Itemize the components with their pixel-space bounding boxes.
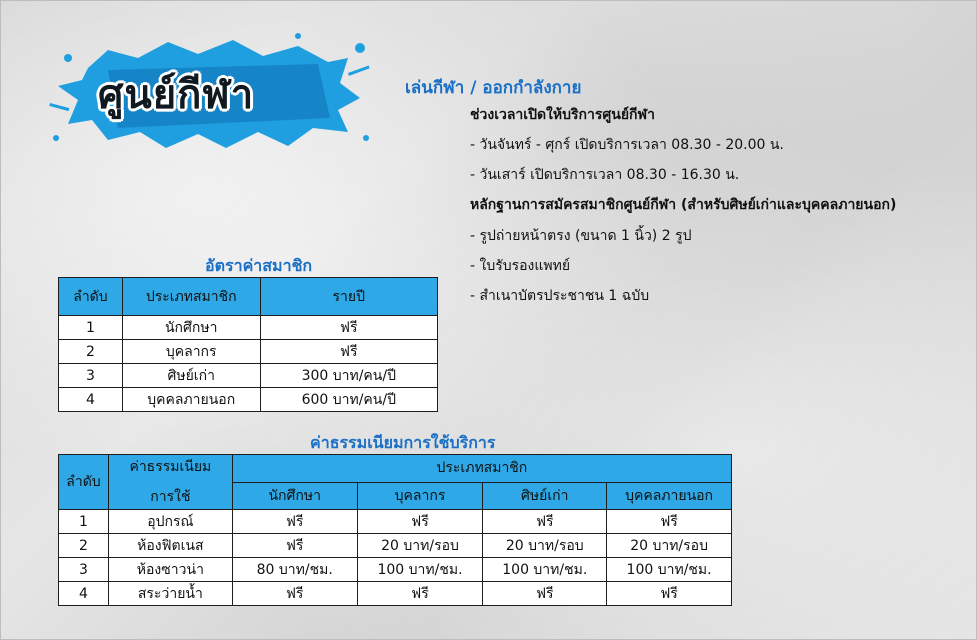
table-cell: ฟรี <box>483 582 607 606</box>
table-cell: 20 บาท/รอบ <box>483 534 607 558</box>
table-cell: 20 บาท/รอบ <box>607 534 732 558</box>
table-row <box>59 558 732 582</box>
table-cell: 2 <box>59 340 123 364</box>
table-cell: ฟรี <box>260 340 437 364</box>
table-row <box>59 340 438 364</box>
table-cell: 300 บาท/คน/ปี <box>260 364 437 388</box>
table-cell: ห้องซาวน่า <box>108 558 232 582</box>
table-row <box>59 510 732 534</box>
docs-item: - ใบรับรองแพทย์ <box>470 258 571 274</box>
hours-item: - วันจันทร์ - ศุกร์ เปิดบริการเวลา 08.30 - 20.00 น. <box>470 137 784 153</box>
table-cell: 80 บาท/ชม. <box>232 558 357 582</box>
table-cell: 4 <box>59 582 109 606</box>
table-row <box>59 364 438 388</box>
table-cell: ฟรี <box>260 316 437 340</box>
table-row <box>59 388 438 412</box>
column-header <box>108 455 232 510</box>
hours-heading: ช่วงเวลาเปิดให้บริการศูนย์กีฬา <box>470 107 655 123</box>
table-cell: บุคคลภายนอก <box>122 388 260 412</box>
table-cell: ฟรี <box>607 582 732 606</box>
group-header: ประเภทสมาชิก <box>232 455 731 483</box>
column-header: นักศึกษา <box>232 482 357 510</box>
table-cell: ฟรี <box>232 510 357 534</box>
logo-title: ศูนย์กีฬา <box>98 72 255 118</box>
table-cell: สระว่ายน้ำ <box>108 582 232 606</box>
fee-header-line: การใช้ <box>150 489 191 505</box>
table-cell: นักศึกษา <box>122 316 260 340</box>
table-cell: 100 บาท/ชม. <box>607 558 732 582</box>
docs-heading: หลักฐานการสมัครสมาชิกศูนย์กีฬา (สำหรับศิษย์เก่าและบุคคลภายนอก) <box>470 197 897 213</box>
table-cell: ฟรี <box>232 582 357 606</box>
table-cell: 1 <box>59 316 123 340</box>
column-header: ลำดับ <box>59 278 123 316</box>
column-header: บุคลากร <box>357 482 483 510</box>
column-header: ประเภทสมาชิก <box>122 278 260 316</box>
membership-table <box>58 277 438 412</box>
fees-caption: ค่าธรรมเนียมการใช้บริการ <box>310 433 496 452</box>
section-title: เล่นกีฬา / ออกกำลังกาย <box>405 78 582 98</box>
table-cell: 20 บาท/รอบ <box>357 534 483 558</box>
table-cell: ฟรี <box>607 510 732 534</box>
table-cell: ฟรี <box>357 582 483 606</box>
table-row <box>59 316 438 340</box>
table-cell: 2 <box>59 534 109 558</box>
table-cell: ฟรี <box>357 510 483 534</box>
table-cell: ฟรี <box>483 510 607 534</box>
table-row <box>59 582 732 606</box>
table-cell: ศิษย์เก่า <box>122 364 260 388</box>
fees-table <box>58 454 732 606</box>
docs-item: - รูปถ่ายหน้าตรง (ขนาด 1 นิ้ว) 2 รูป <box>470 228 692 244</box>
table-row <box>59 534 732 558</box>
fee-header-line: ค่าธรรมเนียม <box>129 459 212 475</box>
table-cell: ห้องฟิตเนส <box>108 534 232 558</box>
column-header: ลำดับ <box>59 455 109 510</box>
table-cell: ฟรี <box>232 534 357 558</box>
table-cell: 4 <box>59 388 123 412</box>
table-cell: บุคลากร <box>122 340 260 364</box>
column-header: รายปี <box>260 278 437 316</box>
table-header-row <box>59 455 732 483</box>
table-cell: 600 บาท/คน/ปี <box>260 388 437 412</box>
table-cell: 1 <box>59 510 109 534</box>
docs-item: - สำเนาบัตรประชาชน 1 ฉบับ <box>470 288 650 304</box>
table-cell: 3 <box>59 364 123 388</box>
column-header: บุคคลภายนอก <box>607 482 732 510</box>
membership-caption: อัตราค่าสมาชิก <box>205 256 313 275</box>
table-cell: 100 บาท/ชม. <box>357 558 483 582</box>
column-header: ศิษย์เก่า <box>483 482 607 510</box>
table-header-row <box>59 278 438 316</box>
hours-item: - วันเสาร์ เปิดบริการเวลา 08.30 - 16.30 น. <box>470 167 740 183</box>
table-cell: 3 <box>59 558 109 582</box>
table-cell: 100 บาท/ชม. <box>483 558 607 582</box>
table-cell: อุปกรณ์ <box>108 510 232 534</box>
